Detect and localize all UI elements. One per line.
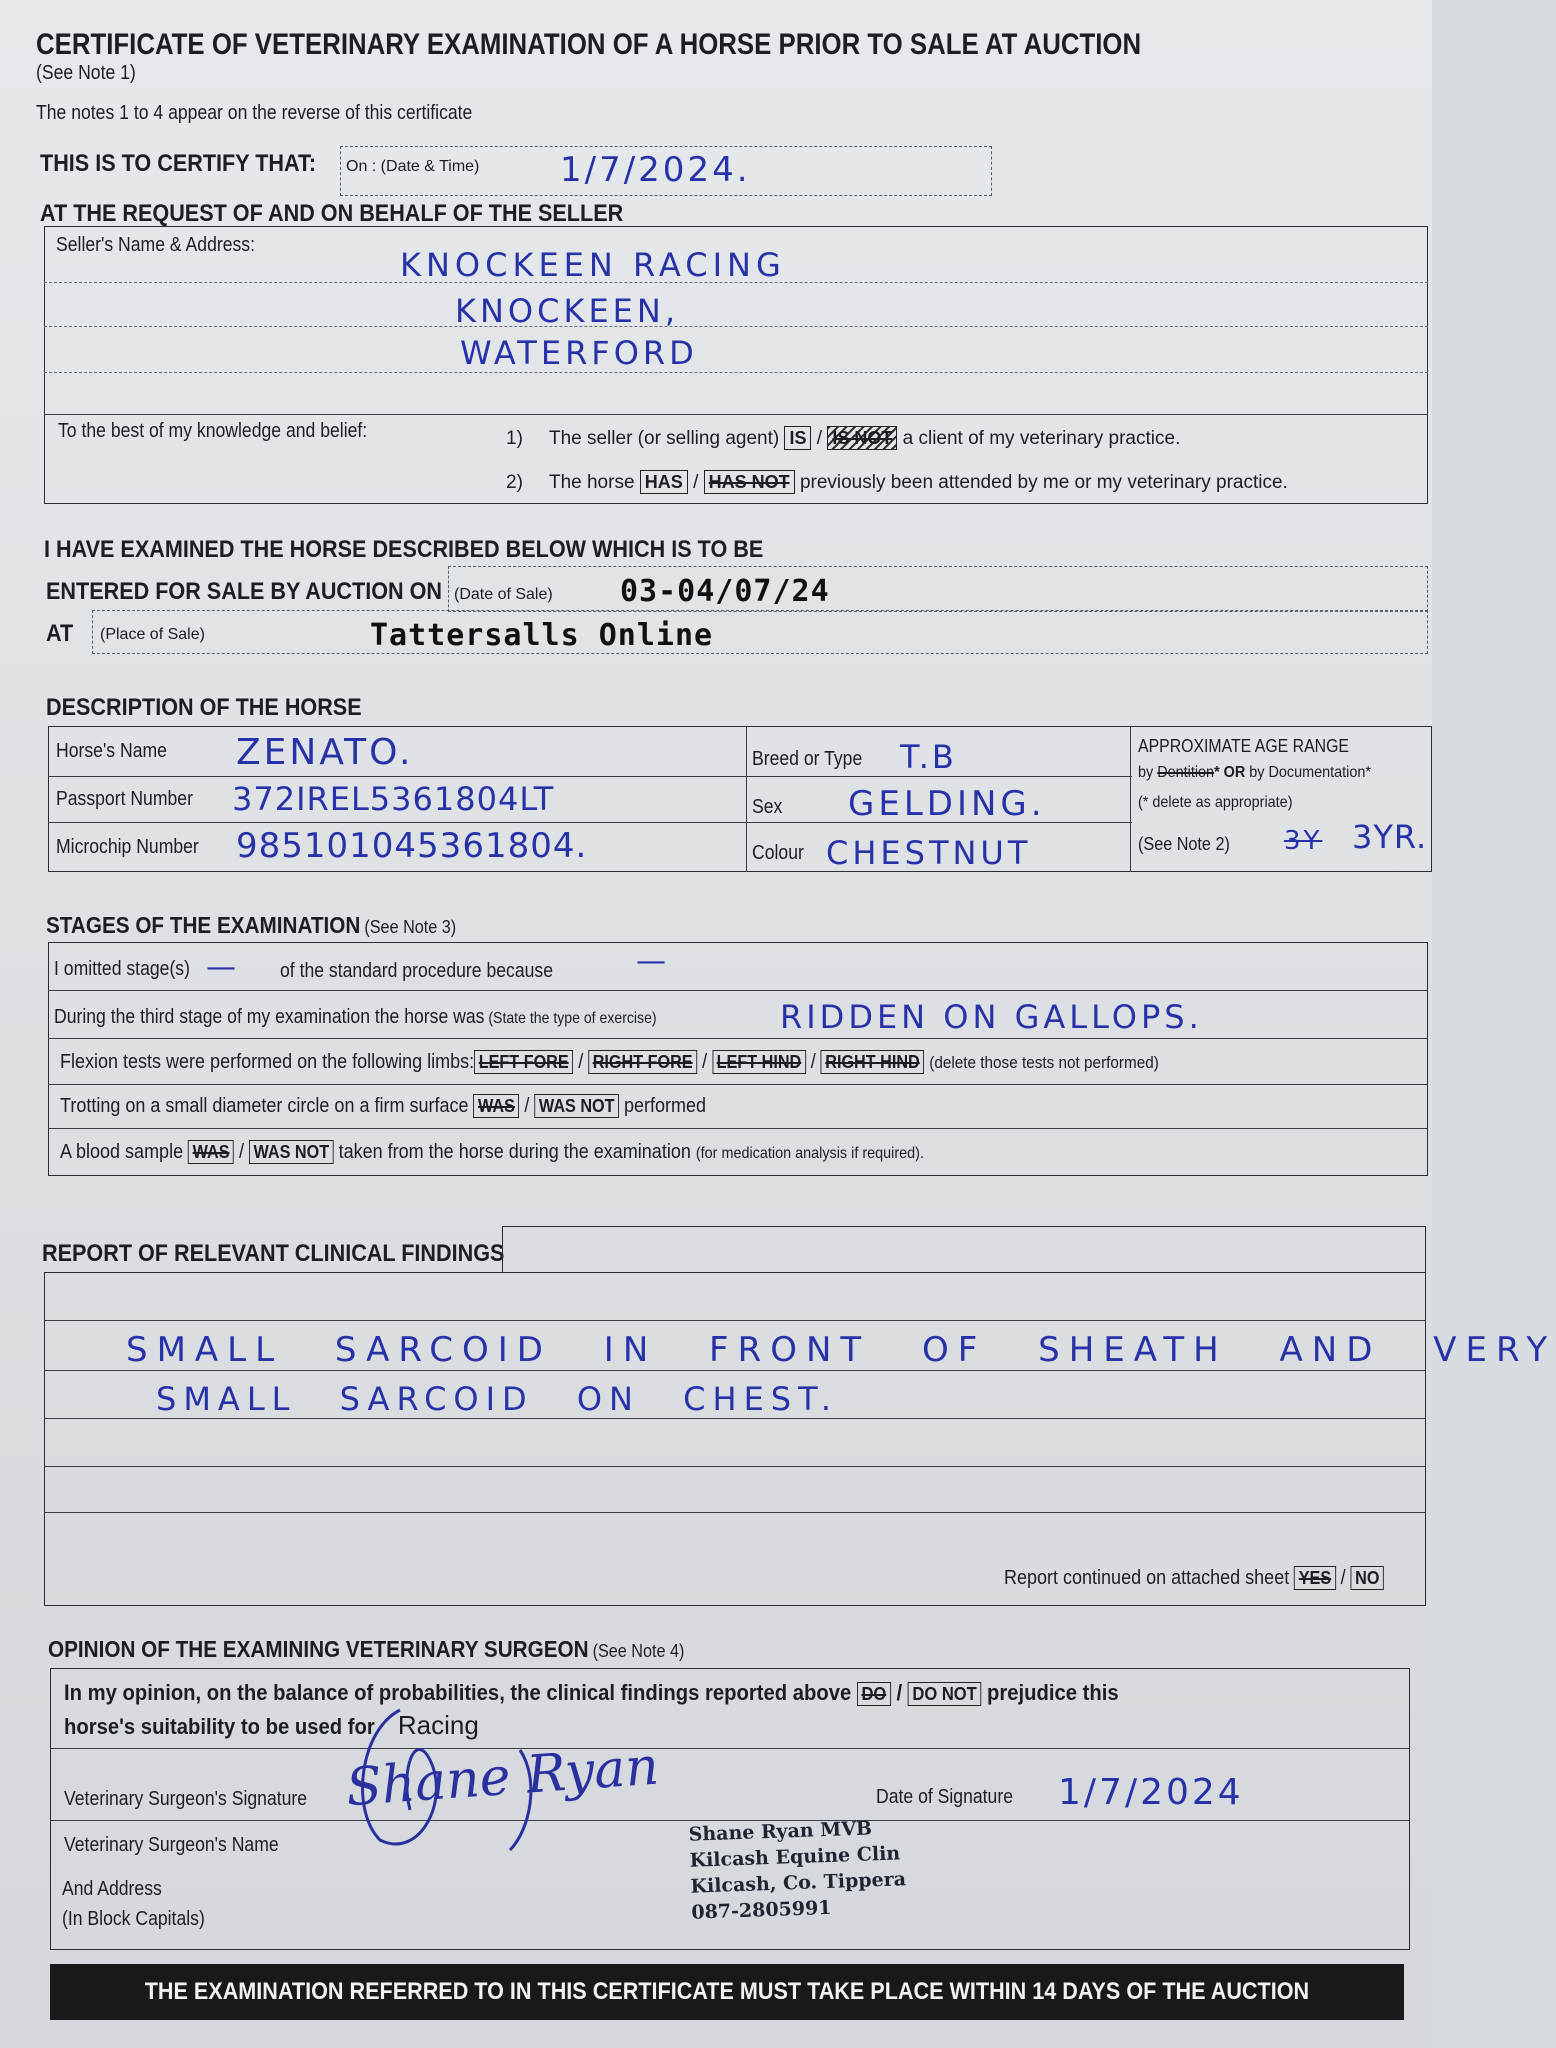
trotting-text: Trotting on a small diameter circle on a firm surface: [60, 1095, 469, 1117]
findings-header-cell: [502, 1226, 1426, 1273]
flexion-right-hind-struck: RIGHT HIND: [821, 1050, 925, 1074]
sale-date-value: 03-04/07/24: [620, 574, 830, 609]
opinion-heading: [48, 1636, 684, 1663]
knowledge-label: To the best of my knowledge and belief:: [58, 420, 368, 442]
item2-number: 2): [506, 472, 523, 493]
sale-date-label: (Date of Sale): [454, 586, 553, 603]
seller-label: Seller's Name & Address:: [56, 234, 256, 256]
separator: /: [702, 1051, 708, 1073]
opinion-do-not: DO NOT: [908, 1682, 982, 1706]
trotting-was-struck: WAS: [473, 1094, 519, 1118]
opinion-note: (See Note 4): [592, 1641, 685, 1661]
knowledge-item-1: [506, 426, 1180, 450]
third-stage-value: RIDDEN ON GALLOPS.: [780, 998, 1203, 1036]
vet-stamp: [688, 1814, 907, 1925]
blood-was-not: WAS NOT: [249, 1140, 334, 1164]
signature-flourish: [340, 1690, 590, 1860]
signature-label: Veterinary Surgeon's Signature: [64, 1788, 308, 1810]
footer-text: THE EXAMINATION REFERRED TO IN THIS CERTIFICATE MUST TAKE PLACE WITHIN 14 DAYS OF THE AUCTION: [144, 1978, 1310, 2005]
item1-text: The seller (or selling agent): [548, 428, 780, 449]
date-of-signature-label: Date of Signature: [876, 1786, 1013, 1808]
opinion-suitability-text: horse's suitability to be used for: [64, 1714, 375, 1739]
passport-label: Passport Number: [56, 788, 193, 810]
separator: /: [816, 428, 823, 449]
age-basis: [1138, 764, 1371, 782]
certify-label: THIS IS TO CERTIFY THAT:: [40, 150, 317, 177]
omitted-reason: —: [636, 944, 669, 979]
breed-label: Breed or Type: [752, 748, 863, 770]
sale-place-box: [92, 610, 1428, 654]
stamp-line-3: Kilcash, Co. Tippera: [690, 1868, 907, 1898]
trotting-was-not: WAS NOT: [534, 1094, 619, 1118]
address-label: And Address: [62, 1878, 162, 1900]
age-range-label: APPROXIMATE AGE RANGE: [1138, 736, 1349, 756]
certificate-title: CERTIFICATE OF VETERINARY EXAMINATION OF A HORSE PRIOR TO SALE AT AUCTION: [36, 28, 1142, 61]
block-capitals-label: (In Block Capitals): [62, 1908, 205, 1930]
entered-label: ENTERED FOR SALE BY AUCTION ON: [46, 578, 443, 605]
horse-name-value: ZENATO.: [236, 732, 414, 773]
option-is-not-struck: IS NOT: [827, 426, 897, 450]
examined-label: I HAVE EXAMINED THE HORSE DESCRIBED BELOW WHICH IS TO BE: [44, 536, 764, 563]
option-is: IS: [784, 426, 811, 450]
findings-box: [44, 1272, 1426, 1606]
blood-was-struck: WAS: [188, 1140, 234, 1164]
seller-line2: KNOCKEEN,: [455, 292, 679, 330]
stamp-line-1: Shane Ryan MVB: [688, 1817, 873, 1846]
item1-suffix: a client of my veterinary practice.: [902, 428, 1181, 449]
colour-value: CHESTNUT: [826, 834, 1032, 872]
omitted-label: I omitted stage(s): [54, 958, 190, 980]
findings-line1: SMALL SARCOID IN FRONT OF SHEATH AND VERY: [126, 1330, 1556, 1370]
microchip-value: 985101045361804.: [236, 826, 588, 866]
third-stage-note: (State the type of exercise): [488, 1010, 657, 1027]
item2-text: The horse: [548, 472, 635, 493]
opinion-text-line1: [64, 1680, 1119, 1706]
see-note-1: (See Note 1): [36, 62, 136, 84]
on-date-value: 1/7/2024.: [560, 150, 751, 190]
flexion-note: (delete those tests not performed): [929, 1053, 1159, 1072]
sale-date-box: [448, 566, 1428, 612]
sex-value: GELDING.: [848, 784, 1046, 824]
opinion-text: In my opinion, on the balance of probabilities, the clinical findings reported above: [64, 1680, 852, 1705]
separator: /: [810, 1051, 816, 1073]
flexion-left-fore-struck: LEFT FORE: [474, 1050, 573, 1074]
knowledge-item-2: [506, 470, 1288, 494]
trotting-suffix: performed: [624, 1095, 707, 1117]
omitted-because: of the standard procedure because: [280, 960, 553, 982]
opinion-use-value: Racing: [397, 1710, 479, 1740]
flexion-right-fore-struck: RIGHT FORE: [588, 1050, 697, 1074]
sale-place-label: (Place of Sale): [100, 626, 205, 643]
request-label: AT THE REQUEST OF AND ON BEHALF OF THE SELLER: [40, 200, 624, 227]
horse-name-label: Horse's Name: [56, 740, 167, 762]
age-struck-value: 3Y: [1284, 826, 1323, 856]
option-has: HAS: [640, 470, 688, 494]
vet-name-label: Veterinary Surgeon's Name: [64, 1834, 279, 1856]
notes-line: The notes 1 to 4 appear on the reverse of this certificate: [36, 102, 473, 124]
seller-line3: WATERFORD: [460, 334, 698, 372]
separator: /: [1340, 1567, 1346, 1589]
blood-text: A blood sample: [60, 1141, 184, 1163]
continued-yes-struck: YES: [1294, 1566, 1335, 1590]
item2-suffix: previously been attended by me or my veterinary practice.: [799, 472, 1288, 493]
microchip-label: Microchip Number: [56, 836, 199, 858]
omitted-value: —: [206, 950, 239, 985]
findings-heading: REPORT OF RELEVANT CLINICAL FINDINGS: [42, 1240, 505, 1267]
third-stage-label: [54, 1006, 657, 1029]
item1-number: 1): [506, 428, 523, 449]
seller-line1: KNOCKEEN RACING: [400, 246, 786, 284]
separator: /: [239, 1141, 245, 1163]
trotting-row: [60, 1094, 706, 1118]
age-delete-note: (* delete as appropriate): [1138, 794, 1293, 811]
age-documentation: by Documentation*: [1249, 764, 1371, 781]
opinion-suffix: prejudice this: [987, 1680, 1119, 1705]
stages-note: (See Note 3): [364, 917, 457, 937]
third-stage-text: During the third stage of my examination the horse was: [54, 1006, 485, 1028]
footer-banner: [50, 1964, 1404, 2020]
findings-line2: SMALL SARCOID ON CHEST.: [156, 1380, 839, 1418]
option-has-not-struck: HAS NOT: [704, 470, 795, 494]
separator: /: [578, 1051, 584, 1073]
separator: /: [693, 472, 699, 493]
blood-note: (for medication analysis if required).: [695, 1145, 924, 1162]
stamp-line-2: Kilcash Equine Clin: [689, 1842, 901, 1872]
report-continued-row: [1004, 1566, 1384, 1590]
age-dentition-struck: Dentition: [1157, 764, 1215, 781]
signature-image: Shane Ryan: [344, 1736, 661, 1819]
report-continued-label: Report continued on attached sheet: [1004, 1567, 1290, 1589]
age-or: * OR: [1214, 764, 1246, 781]
sale-place-value: Tattersalls Online: [370, 618, 714, 653]
continued-no: NO: [1351, 1566, 1384, 1590]
stages-heading: [46, 912, 456, 939]
stages-title: STAGES OF THE EXAMINATION: [46, 912, 361, 938]
breed-value: T.B: [900, 738, 957, 776]
stamp-line-4: 087-2805991: [691, 1896, 832, 1924]
passport-value: 372IREL5361804LT: [232, 780, 555, 818]
on-date-label: On : (Date & Time): [346, 158, 480, 175]
blood-suffix: taken from the horse during the examination: [338, 1141, 691, 1163]
age-value: 3YR.: [1352, 818, 1428, 856]
separator: /: [896, 1680, 903, 1705]
description-heading: DESCRIPTION OF THE HORSE: [46, 694, 362, 721]
age-see-note: (See Note 2): [1138, 834, 1230, 854]
flexion-text: Flexion tests were performed on the following limbs:: [60, 1051, 475, 1073]
separator: /: [524, 1095, 530, 1117]
flexion-left-hind-struck: LEFT HIND: [712, 1050, 806, 1074]
at-label: AT: [46, 620, 74, 647]
colour-label: Colour: [752, 842, 804, 864]
date-of-signature-value: 1/7/2024: [1058, 1772, 1244, 1813]
blood-row: [60, 1140, 924, 1164]
opinion-do-struck: DO: [857, 1682, 891, 1706]
age-by: by: [1138, 764, 1154, 781]
opinion-title: OPINION OF THE EXAMINING VETERINARY SURGEON: [48, 1636, 589, 1662]
flexion-row: [60, 1050, 1159, 1074]
sex-label: Sex: [752, 796, 783, 818]
